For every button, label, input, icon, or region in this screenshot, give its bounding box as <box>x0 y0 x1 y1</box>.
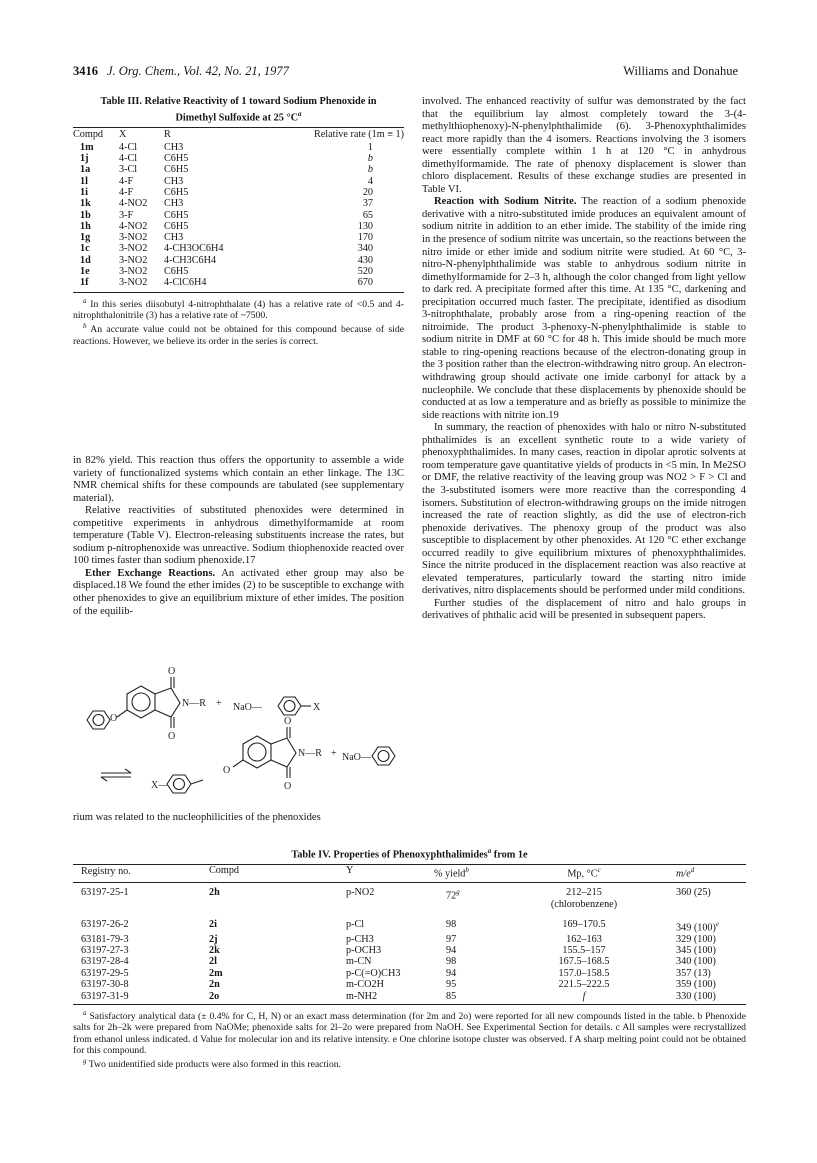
t3-row <box>73 153 404 164</box>
t3-cell-rate: b <box>367 164 373 176</box>
reactant-carbonyl-o-top: O <box>168 666 176 677</box>
t4-header-registry: Registry no. <box>81 866 131 878</box>
product-benzo-ring <box>243 736 271 768</box>
t4-cell-compd: 2n <box>209 979 220 991</box>
table-3 <box>73 96 404 347</box>
t3-cell-r: CH3 <box>164 198 184 210</box>
t3-row <box>73 232 404 243</box>
t3-cell-x: 3-NO2 <box>119 243 148 255</box>
t3-cell-r: 4-CH3C6H4 <box>164 254 217 266</box>
t3-cell-x: 4-F <box>119 186 134 198</box>
left-para-1: in 82% yield. This reaction thus offers the opportunity to assemble a wide variety of functionalized systems which contain an ether linkage. The 13C NMR chemical shifts for these compounds are tabulated (see supplementary material). <box>73 455 404 504</box>
t3-cell-r: CH3 <box>164 175 184 187</box>
t3-row <box>73 221 404 232</box>
product-carbonyl-o-bottom: O <box>284 781 292 792</box>
t3-footnote-b: $^b$ An accurate value could not be obtained for this compound because of side reactions. However, we believe its order in the series is correct. <box>73 322 404 347</box>
t4-footnote-g: $^g$ Two unidentified side products were also formed in this reaction. <box>83 1057 341 1071</box>
t4-row <box>73 991 746 1002</box>
t4-cell-mp: 155.5–157 <box>562 944 606 956</box>
t4-cell-mp: 162–163 <box>566 933 602 945</box>
table-4-title: Table IV. Properties of Phenoxyphthalimides$^a$ from 1e <box>291 847 528 861</box>
t4-cell-compd: 2i <box>209 918 217 930</box>
table-4-footnotes <box>73 1008 746 1071</box>
t3-header-rate: Relative rate (1m ≡ 1) <box>313 129 404 141</box>
left-column-text <box>73 455 404 618</box>
t4-cell-me: 330 (100) <box>676 990 716 1002</box>
t4-cell-me: 360 (25) <box>676 887 711 899</box>
t3-cell-r: 4-ClC6H4 <box>164 277 207 289</box>
reactant-benzo-ring <box>127 686 155 718</box>
reactant-nao: NaO— <box>233 702 262 713</box>
reactant-phenoxide-ring <box>278 697 301 715</box>
t4-row <box>73 919 746 934</box>
table-3-footnotes <box>73 296 404 348</box>
t4-header-yield: % yield$^b$ <box>434 866 469 880</box>
t4-cell-mp: 167.5–168.5 <box>558 956 610 968</box>
t3-cell-rate: 670 <box>357 277 373 289</box>
t3-cell-x: 3-NO2 <box>119 265 148 277</box>
left-column-tail <box>73 812 404 825</box>
t3-cell-x: 3-NO2 <box>119 232 148 244</box>
t3-cell-compd: 1i <box>80 186 88 198</box>
t4-cell-compd: 2k <box>209 944 220 956</box>
t4-cell-me: 359 (100) <box>676 979 716 991</box>
reactant-x-substituent: X <box>313 702 321 713</box>
t4-row <box>73 956 746 967</box>
t4-cell-yield: 97 <box>446 933 457 945</box>
t3-row <box>73 142 404 153</box>
t3-cell-r: CH3 <box>164 232 184 244</box>
t3-cell-compd: 1a <box>80 164 91 176</box>
t4-cell-mp: 157.0–158.5 <box>558 967 610 979</box>
t4-cell-registry: 63197-28-4 <box>81 956 129 968</box>
reactant-ether-o: O <box>110 713 118 724</box>
t4-cell-me: 345 (100) <box>676 944 716 956</box>
ether-exchange-scheme <box>73 655 417 805</box>
t4-cell-yield: 95 <box>446 979 457 991</box>
right-column-text <box>422 96 746 623</box>
t3-cell-compd: 1j <box>80 153 89 165</box>
t4-row <box>73 934 746 945</box>
t4-cell-mp: 212–215 (chlorobenzene) <box>550 887 618 910</box>
t4-cell-y: m-CN <box>346 956 372 968</box>
t4-row <box>73 979 746 990</box>
product-aryloxy-ring <box>167 775 191 793</box>
t3-cell-rate: 65 <box>362 209 373 221</box>
table-4-grid <box>73 865 746 1002</box>
t4-cell-registry: 63181-79-3 <box>81 933 129 945</box>
t4-cell-compd: 2h <box>209 887 220 899</box>
right-para-1: involved. The enhanced reactivity of sulfur was demonstrated by the fact that the equilibrium lay almost completely toward the 3-(4-methylthiophenoxy)-N-phenylphthalimide (6). 3-Phenoxyphthalimides react more rapidly than the 4 isomers. Reactions involving the 3 isomers were essentially complete within 1 h at 120 °C in anhydrous dimethylformamide. The rate of phenoxy displacement is slower than chloro displacement. Results of these exchange studies are presented in Table VI. <box>422 96 746 195</box>
left-para-4: rium was related to the nucleophilicities of the phenoxides <box>73 812 321 823</box>
t4-cell-compd: 2m <box>209 967 223 979</box>
t4-cell-yield: 98 <box>446 956 457 968</box>
table-3-grid <box>73 128 404 288</box>
t3-cell-x: 4-NO2 <box>119 220 148 232</box>
t3-row <box>73 198 404 209</box>
t4-cell-me: 340 (100) <box>676 956 716 968</box>
product-nao: NaO— <box>342 752 371 763</box>
t3-header-x: X <box>119 129 127 141</box>
t3-cell-rate: 340 <box>357 243 373 255</box>
t3-cell-x: 3-NO2 <box>119 254 148 266</box>
t4-cell-y: m-NH2 <box>346 990 378 1002</box>
t4-row <box>73 945 746 956</box>
right-para-4: Further studies of the displacement of nitro and halo groups in derivatives of phthalic acid will be presented in subsequent papers. <box>422 597 746 622</box>
t4-cell-me: 329 (100) <box>676 933 716 945</box>
t3-row <box>73 210 404 221</box>
t3-cell-r: C6H5 <box>164 164 189 176</box>
t4-cell-y: p-CH3 <box>346 933 374 945</box>
product-imide-nr: N—R <box>298 748 322 759</box>
left-para-2: Relative reactivities of substituted phenoxides were determined in competitive experiments in anhydrous dimethylformamide at room temperature (Table V). Electron-releasing substituents increase the rates, but sodium p-nitrophenoxide was unreactive. Sodium thiophenoxide reacted over 100 times faster than sodium phenoxide.17 <box>73 505 404 567</box>
t3-cell-rate: 1 <box>367 141 373 153</box>
t3-cell-rate: 4 <box>367 175 373 187</box>
table-3-title: Table III. Relative Reactivity of 1 toward Sodium Phenoxide in Dimethyl Sulfoxide at 25 $^\circ C^a$ <box>100 96 377 124</box>
scheme-plus-2: + <box>331 748 337 759</box>
t4-cell-yield: 85 <box>446 990 457 1002</box>
t4-cell-compd: 2o <box>209 990 220 1002</box>
t3-cell-r: C6H5 <box>164 220 189 232</box>
t4-cell-y: p-C(=O)CH3 <box>346 967 401 979</box>
t3-cell-compd: 1m <box>80 141 94 153</box>
t4-header-me: $m/e^d$ <box>676 866 695 880</box>
t4-cell-compd: 2j <box>209 933 218 945</box>
t3-row <box>73 243 404 254</box>
t3-cell-r: C6H5 <box>164 186 189 198</box>
t3-cell-x: 4-Cl <box>119 153 138 165</box>
reactant-imide-nr: N—R <box>182 698 206 709</box>
reactant-carbonyl-o-bottom: O <box>168 731 176 742</box>
t3-row <box>73 277 404 288</box>
t3-cell-r: C6H5 <box>164 209 189 221</box>
t4-header-mp: Mp, $^\circ C^c$ <box>567 866 601 880</box>
t4-cell-mp: 221.5–222.5 <box>558 979 610 991</box>
t3-cell-x: 4-Cl <box>119 141 138 153</box>
t4-cell-y: m-CO2H <box>346 979 384 991</box>
t3-cell-compd: 1k <box>80 198 91 210</box>
t3-cell-x: 3-Cl <box>119 164 138 176</box>
t3-cell-x: 4-NO2 <box>119 198 148 210</box>
t3-cell-rate: 37 <box>362 198 373 210</box>
t3-cell-r: C6H5 <box>164 265 189 277</box>
t4-cell-yield: 98 <box>446 918 457 930</box>
t3-row <box>73 266 404 277</box>
t3-cell-r: C6H5 <box>164 153 189 165</box>
t4-cell-yield: 94 <box>446 967 457 979</box>
t4-cell-registry: 63197-30-8 <box>81 979 129 991</box>
t4-cell-mp: f <box>582 990 586 1002</box>
right-para-2: Reaction with Sodium Nitrite. The reaction of a sodium phenoxide derivative with a nitro-substituted imide produces an equivalent amount of sodium nitrite in addition to an ether imide. The stability of the imide ring in the presence of sodium nitrite was uncertain, so the reactions between the nitro imide or ether imide and sodium nitrite were studied. At 60 °C, 3-nitro-N-phenylphthalimide was stable to anhydrous sodium nitrite in dimethylformamide for 2–3 h, although the color changed from light yellow to dark red. A precipitate formed after this time. At 135 °C, darkening and precipitation occurred much faster. The precipitate, identified as disodium 3-nitrophthalate, probably arose from a ring-opening reaction of the nitroimide. The product 3-phenoxy-N-phenylphthalimide is stable to sodium nitrite in DMF at 60 °C for 48 h. This imide should be much more stable to ring-opening reactions because of the electron-donating group in the 3 position rather than the electron-withdrawing nitro group. An electron-withdrawing group should activate one imide carbonyl for attack by a nucleophile. We conclude that these displacements by phenoxide should be conducted at as low a temperature and as briefly as possible to minimize the side reactions with nitrite ion.19 <box>422 196 747 421</box>
t3-row <box>73 176 404 187</box>
product-carbonyl-o-top: O <box>284 716 292 727</box>
product-phenoxide-ring <box>372 747 395 765</box>
t4-cell-registry: 63197-25-1 <box>81 887 129 899</box>
t3-cell-compd: 1g <box>80 232 91 244</box>
product-ether-o: O <box>223 765 231 776</box>
t4-cell-me: 349 $(100)^e$ <box>676 919 720 934</box>
product-x-substituent: X— <box>151 780 169 791</box>
t3-cell-compd: 1h <box>80 220 91 232</box>
t3-row <box>73 187 404 198</box>
t4-cell-registry: 63197-29-5 <box>81 967 129 979</box>
t3-cell-x: 3-NO2 <box>119 277 148 289</box>
t4-row <box>73 968 746 979</box>
t4-cell-y: p-Cl <box>346 918 365 930</box>
t3-cell-compd: 1l <box>80 175 88 187</box>
t4-cell-yield: 94 <box>446 944 457 956</box>
t4-cell-mp: 169–170.5 <box>562 918 606 930</box>
t4-cell-compd: 2l <box>209 956 217 968</box>
t3-cell-compd: 1b <box>80 209 91 221</box>
running-authors: Williams and Donahue <box>623 64 738 78</box>
t3-cell-compd: 1f <box>80 277 89 289</box>
t3-cell-rate: 520 <box>357 265 373 277</box>
left-para-3: Ether Exchange Reactions. An activated ether group may also be displaced.18 We found the ether imides (2) to be susceptible to exchange with other phenoxides to give an equilibrium mixture of ether imides. The position of the equilib- <box>73 567 404 617</box>
t4-cell-registry: 63197-31-9 <box>81 990 129 1002</box>
t3-cell-r: CH3 <box>164 141 184 153</box>
t4-footnotes-main: $^a$ Satisfactory analytical data (± 0.4% for C, H, N) or an exact mass determination (for 2m and 2o) were reported for all new compounds listed in the table. b Phenoxide salts for 2h–2k were prepared from NaOMe; phenoxide salts for 2l–2o were prepared from NaOH. See Experimental Section for details. c All samples were recrystallized from ethanol unless indicated. d Value for molecular ion and its relative intensity. e One chlorine isotope cluster was observed. f A sharp melting point could not be obtained for this compound. <box>73 1008 746 1057</box>
t3-row <box>73 255 404 266</box>
t3-cell-rate: 130 <box>357 220 373 232</box>
t4-header-compd: Compd <box>209 865 240 877</box>
t3-cell-x: 4-F <box>119 175 134 187</box>
t3-cell-rate: 430 <box>357 254 373 266</box>
scheme-plus-1: + <box>216 698 222 709</box>
t3-cell-rate: b <box>367 153 373 165</box>
t4-cell-registry: 63197-27-3 <box>81 944 129 956</box>
t3-cell-compd: 1e <box>80 265 90 277</box>
t3-cell-rate: 170 <box>357 232 373 244</box>
t4-cell-registry: 63197-26-2 <box>81 918 129 930</box>
t3-footnote-a: $^a$ In this series diisobutyl 4-nitrophthalate (4) has a relative rate of <0.5 and 4-nitrophthalonitrile (3) has a relative rate of ~7500. <box>73 296 405 322</box>
reactant-phenoxy-ring <box>87 711 110 729</box>
t4-header-y: Y <box>346 865 354 877</box>
t4-row <box>73 883 746 919</box>
table-4 <box>73 845 746 1071</box>
t4-cell-y: p-OCH3 <box>346 944 382 956</box>
page-number: 3416 <box>73 64 98 78</box>
t3-header-compd: Compd <box>73 129 104 141</box>
t4-cell-y: p-NO2 <box>346 887 375 899</box>
t3-cell-x: 3-F <box>119 209 134 221</box>
t3-cell-compd: 1c <box>80 243 90 255</box>
t4-cell-me: 357 (13) <box>676 967 711 979</box>
t3-header-r: R <box>164 129 171 141</box>
t3-cell-rate: 20 <box>362 186 373 198</box>
journal-citation: J. Org. Chem., Vol. 42, No. 21, 1977 <box>107 64 289 78</box>
t3-cell-compd: 1d <box>80 254 91 266</box>
t3-cell-r: 4-CH3OC6H4 <box>164 243 224 255</box>
right-para-3: In summary, the reaction of phenoxides with halo or nitro N-substituted phthalimides is an excellent synthetic route to a wide variety of phenoxyphthalimides. In many cases, reaction in dipolar aprotic solvents at room temperature gave quantitative yields of products in <5 min. In Me2SO or DMF, the relative reactivity of the leaving group was NO2 > F > Cl and the 3-substituted isomers were more reactive than the corresponding 4 isomers. Substitution of electron-withdrawing groups on the imide nitrogen increased the rate of reaction slightly, as did the use of electron-rich phenoxide derivatives. The phenoxy group of the product was also susceptible to displacement by other phenoxides. At 120 °C ether exchange occurred readily to give equilibrium mixtures of phenoxyphthalimides. Since the nitrite produced in the displacement reaction was also reactive at elevated temperatures, particularly toward the starting nitro imide derivatives, nitro displacements should be performed under mild conditions. <box>422 422 746 597</box>
t3-row <box>73 164 404 175</box>
t4-cell-yield: 72$^g$ <box>446 888 460 902</box>
